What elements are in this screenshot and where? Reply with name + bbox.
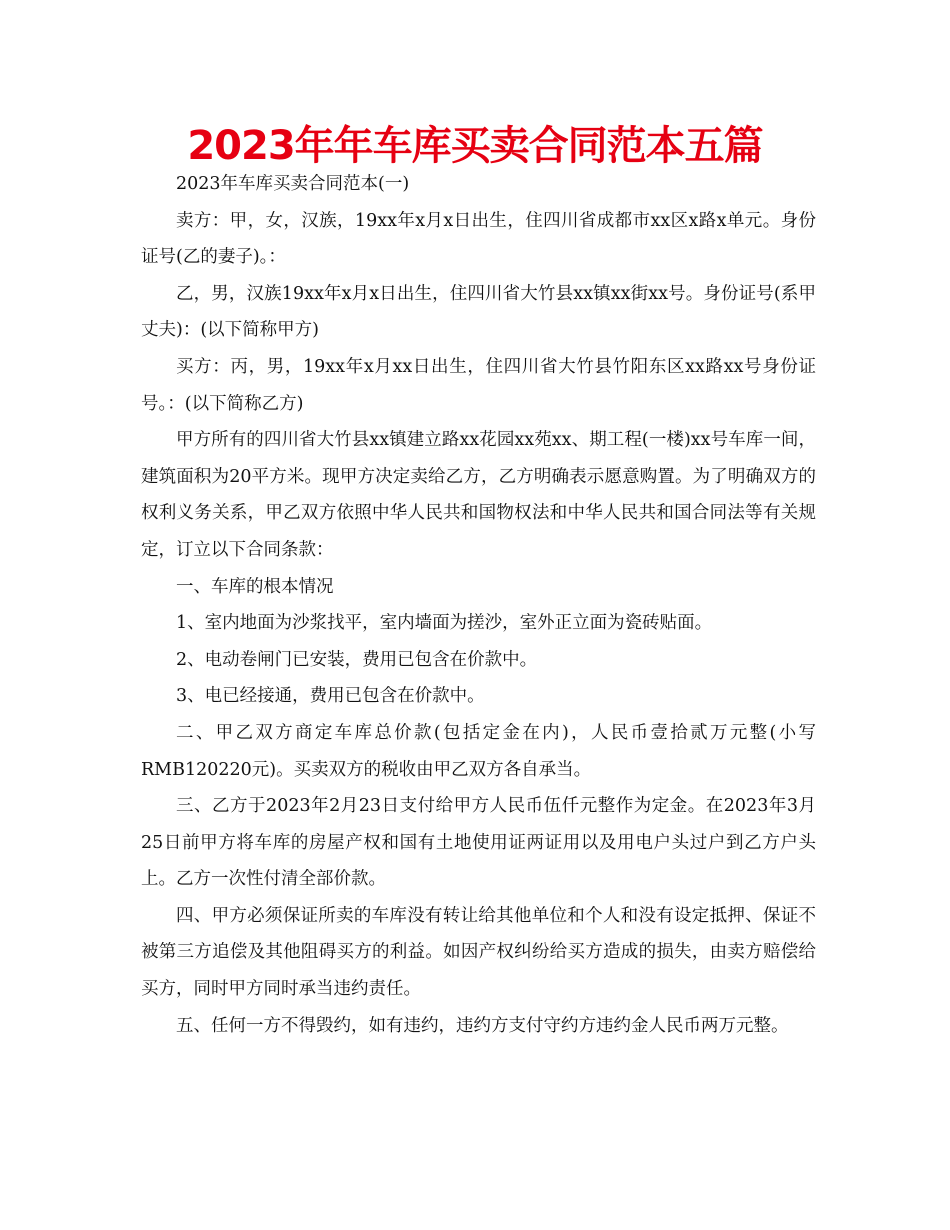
clause-item-3: 3、电已经接通，费用已包含在价款中。	[176, 686, 485, 707]
clause-3-payment: 三、乙方于2023年2月23日支付给甲方人民币伍仟元整作为定金。在2023年3月25日前甲方将车库的房屋产权和国有土地使用证两证用以及用电户头过户到乙方户头上。乙方一次性付清全部价款。	[141, 796, 816, 890]
paragraph-seller: 卖方：甲，女，汉族，19xx年x月x日出生，住四川省成都市xx区x路x单元。身份证号(乙的妻子)。：	[141, 210, 816, 268]
clause-4-warranty: 四、甲方必须保证所卖的车库没有转让给其他单位和个人和没有设定抵押、保证不被第三方追偿及其他阻碍买方的利益。如因产权纠纷给买方造成的损失，由卖方赔偿给买方，同时甲方同时承当违约责任。	[141, 905, 816, 1000]
clause-item-2: 2、电动卷闸门已安装，费用已包含在价款中。	[176, 649, 538, 670]
document-body	[141, 166, 816, 1044]
clause-item-1: 1、室内地面为沙浆找平，室内墙面为搓沙，室外正立面为瓷砖贴面。	[176, 613, 713, 634]
paragraph-seller-spouse: 乙，男，汉族19xx年x月x日出生，住四川省大竹县xx镇xx街xx号。身份证号(系甲丈夫)：(以下简称甲方)	[141, 283, 816, 341]
document-title: 2023年年车库买卖合同范本五篇	[187, 123, 763, 169]
clause-5-breach: 五、任何一方不得毁约，如有违约，违约方支付守约方违约金人民币两万元整。	[176, 1015, 789, 1036]
clause-2-price: 二、甲乙双方商定车库总价款(包括定金在内)，人民币壹拾贰万元整(小写RMB120220元)。买卖双方的税收由甲乙双方各自承当。	[141, 722, 816, 780]
paragraph-preamble: 甲方所有的四川省大竹县xx镇建立路xx花园xx苑xx、期工程(一楼)xx号车库一间，建筑面积为20平方米。现甲方决定卖给乙方，乙方明确表示愿意购置。为了明确双方的权利义务关系，甲乙双方依照中华人民共和国物权法和中华人民共和国合同法等有关规定，订立以下合同条款：	[141, 430, 816, 560]
clause-heading-1: 一、车库的根本情况	[176, 576, 334, 597]
paragraph-buyer: 买方：丙，男，19xx年x月xx日出生，住四川省大竹县竹阳东区xx路xx号身份证号。：(以下简称乙方)	[141, 356, 816, 414]
paragraph-subtitle: 2023年车库买卖合同范本(一)	[176, 174, 410, 194]
